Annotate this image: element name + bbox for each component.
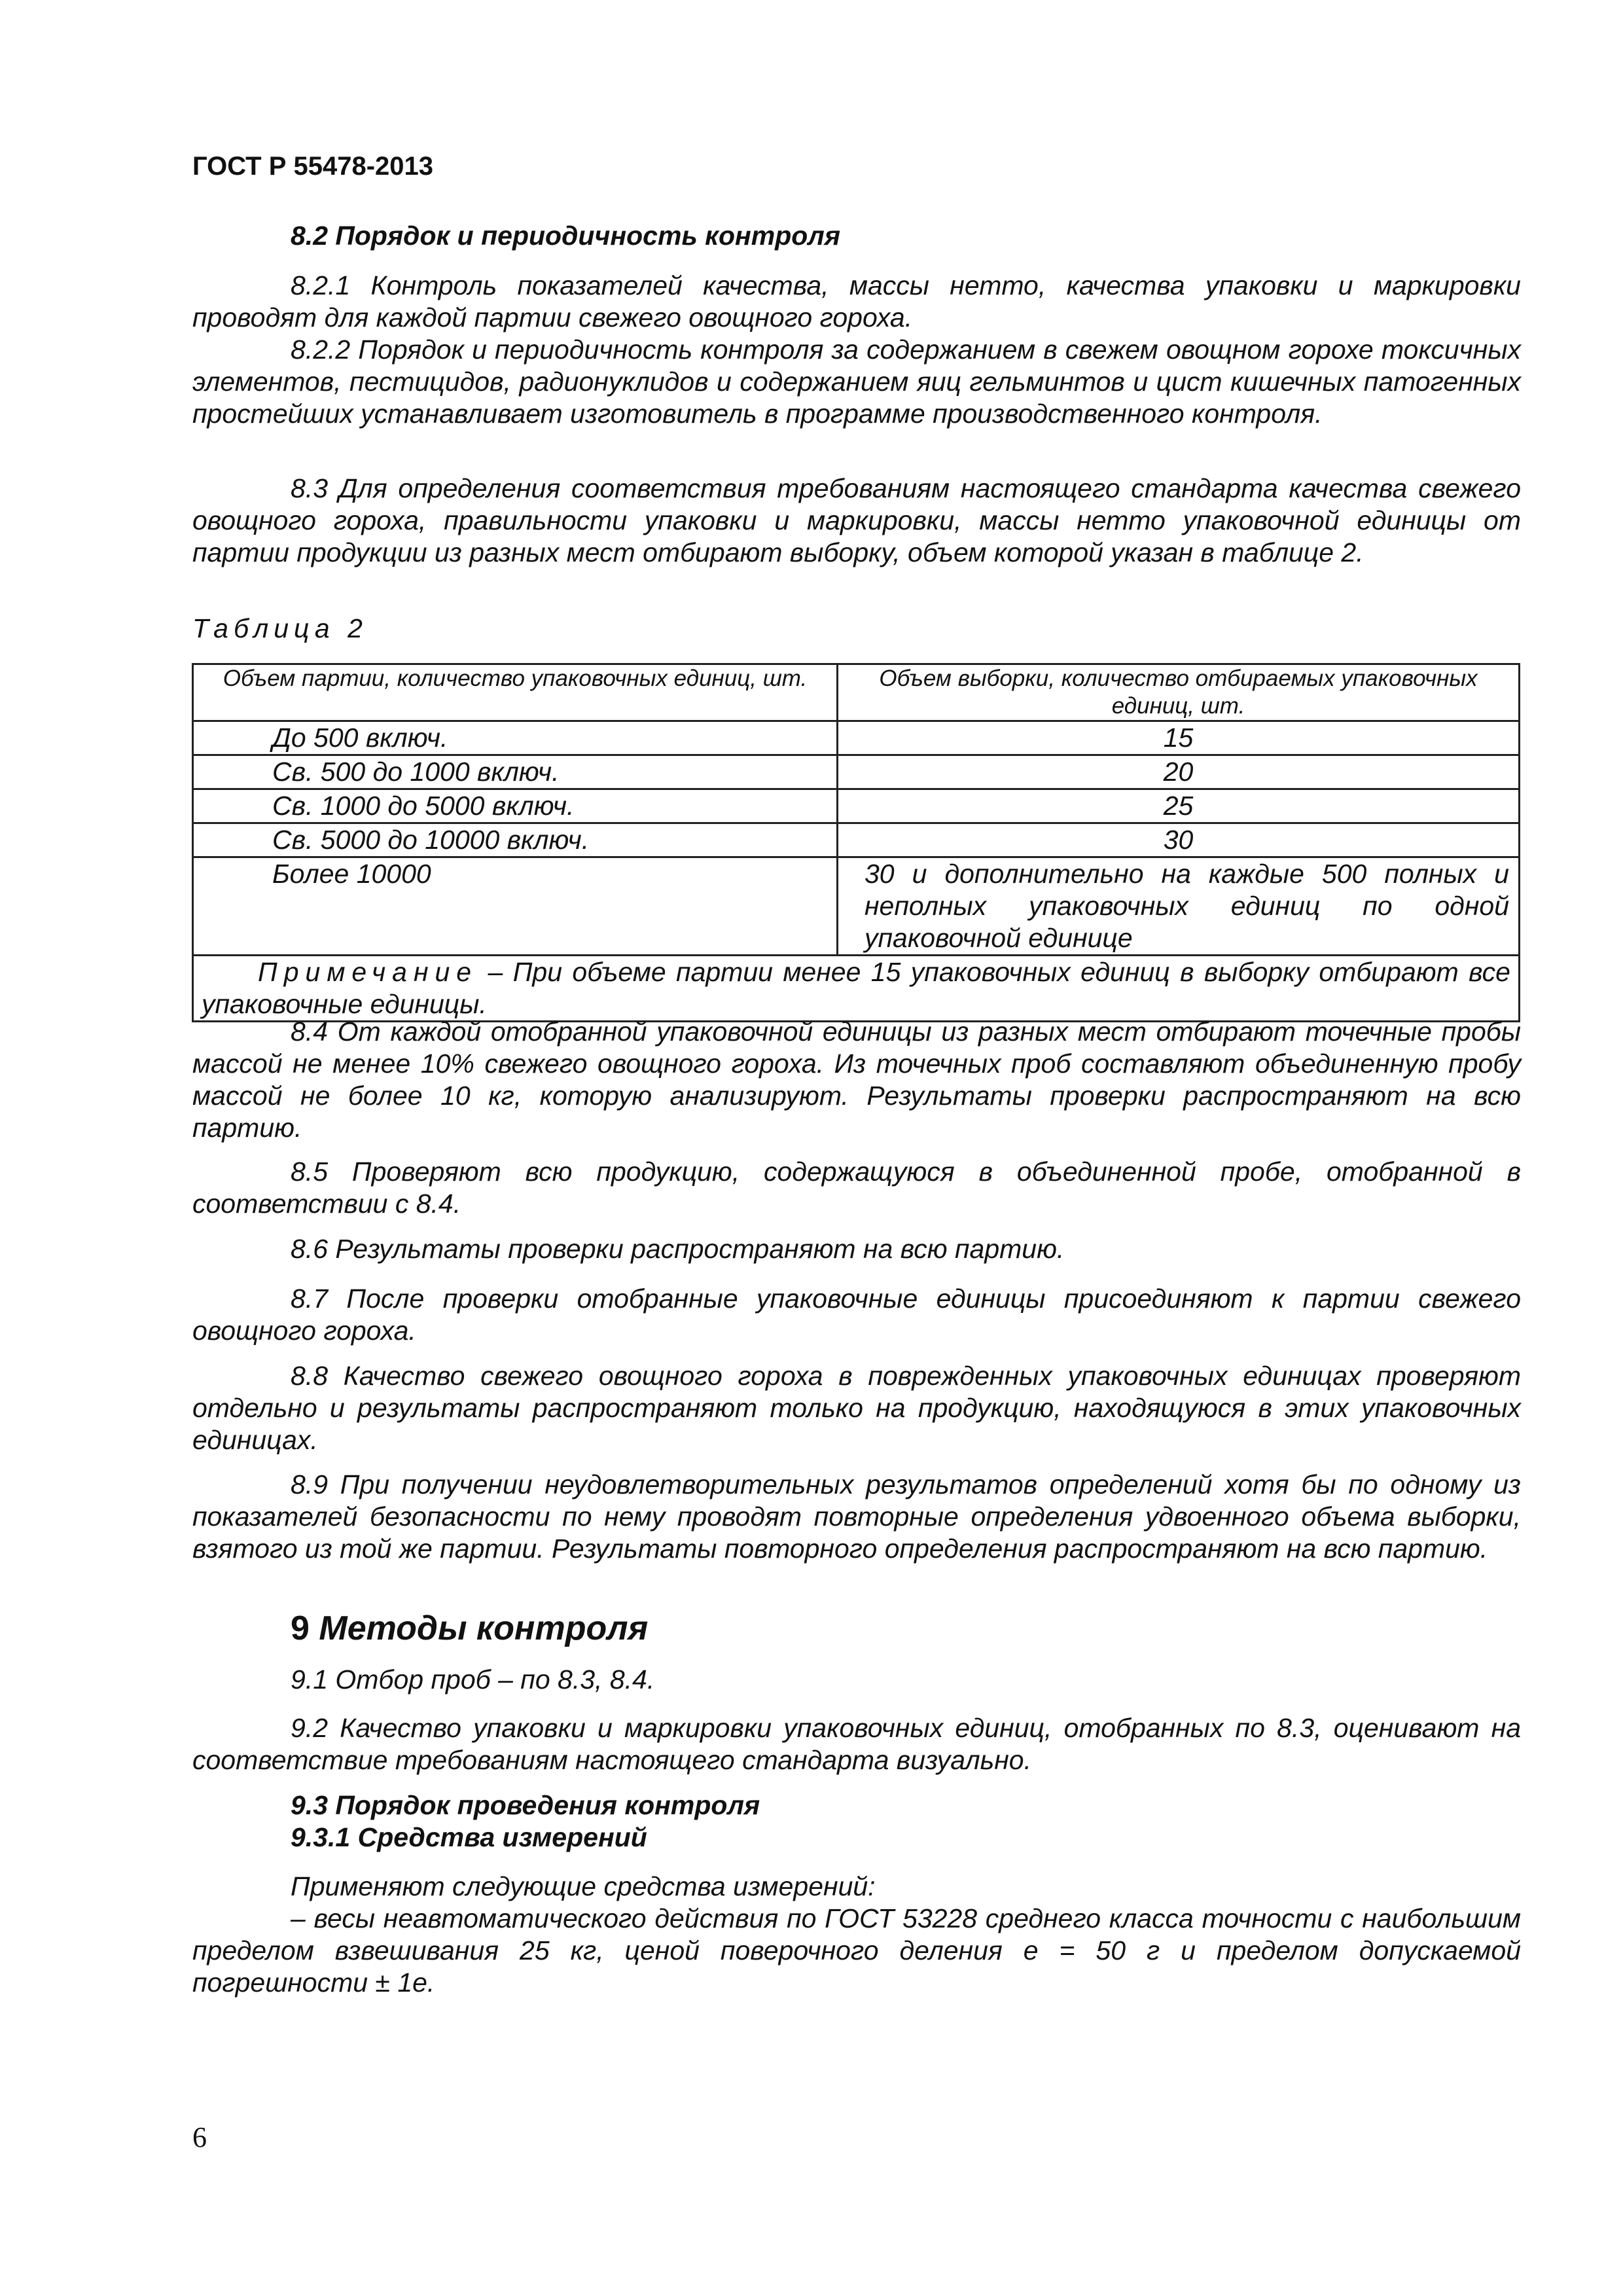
instruments-intro: Применяют следующие средства измерений: bbox=[291, 1871, 876, 1901]
paragraph-8-5: 8.5 Проверяют всю продукцию, содержащуюся в объединенной пробе, отобранной в соответствии с 8.4. bbox=[192, 1157, 1521, 1219]
section-9-name: Методы контроля bbox=[319, 1609, 649, 1647]
paragraph-9-2: 9.2 Качество упаковки и маркировки упаковочных единиц, отобранных по 8.3, оценивают на соответствие требованиям настоящего стандарта визуально. bbox=[192, 1713, 1521, 1775]
sample-size-cell: 30 bbox=[838, 823, 1520, 857]
table-header-sample-size: Объем выборки, количество отбираемых упаковочных единиц, шт. bbox=[838, 664, 1520, 721]
section-8-2-title: 8.2 Порядок и периодичность контроля bbox=[291, 221, 840, 251]
paragraph-8-2-2: 8.2.2 Порядок и периодичность контроля за содержанием в свежем овощном горохе токсичных элементов, пестицидов, радионуклидов и содержанием яиц гельминтов и цист кишечных патогенных простейших устанавливает изготовитель в программе производственного контроля. bbox=[192, 334, 1521, 429]
table-row bbox=[193, 857, 1520, 956]
instrument-item-scales: – весы неавтоматического действия по ГОСТ 53228 среднего класса точности с наибольшим пределом взвешивания 25 кг, ценой поверочного деления е = 50 г и пределом допускаемой погрешности ± 1е. bbox=[192, 1903, 1521, 1998]
table-2 bbox=[192, 663, 1520, 1022]
table-note bbox=[193, 956, 1520, 1022]
table-row bbox=[193, 789, 1520, 823]
heading-9-3: 9.3 Порядок проведения контроля bbox=[291, 1790, 760, 1820]
sample-size-cell: 25 bbox=[838, 789, 1520, 823]
table-row bbox=[193, 721, 1520, 755]
table-note-row bbox=[193, 956, 1520, 1022]
lot-size-cell: Св. 500 до 1000 включ. bbox=[193, 755, 838, 789]
sample-size-cell: 15 bbox=[838, 721, 1520, 755]
table-row bbox=[193, 823, 1520, 857]
paragraph-8-4: 8.4 От каждой отобранной упаковочной единицы из разных мест отбирают точечные пробы массой не менее 10% свежего овощного гороха. Из точечных проб составляют объединенную пробу массой не более 10 кг, которую анализируют. Результаты проверки распространяют на всю партию. bbox=[192, 1016, 1521, 1143]
note-text: – При объеме партии менее 15 упаковочных единиц в выборку отбирают все упаковочные единицы. bbox=[202, 957, 1510, 1019]
note-label: Примечание bbox=[258, 957, 478, 987]
paragraph-9-1: 9.1 Отбор проб – по 8.3, 8.4. bbox=[291, 1664, 655, 1695]
paragraph-8-6: 8.6 Результаты проверки распространяют на всю партию. bbox=[291, 1234, 1065, 1264]
lot-size-cell: До 500 включ. bbox=[193, 721, 838, 755]
paragraph-8-9: 8.9 При получении неудовлетворительных результатов определений хотя бы по одному из показателей безопасности по нему проводят повторные определения удвоенного объема выборки, взятого из той же партии. Результаты повторного определения распространяют на всю партию. bbox=[192, 1469, 1521, 1564]
paragraph-8-8: 8.8 Качество свежего овощного гороха в поврежденных упаковочных единицах проверяют отдельно и результаты распространяют только на продукцию, находящуюся в этих упаковочных единицах. bbox=[192, 1361, 1521, 1455]
table-header-lot-size: Объем партии, количество упаковочных единиц, шт. bbox=[193, 664, 838, 721]
lot-size-cell: Св. 5000 до 10000 включ. bbox=[193, 823, 838, 857]
table-caption: Таблица 2 bbox=[192, 613, 368, 643]
lot-size-cell: Более 10000 bbox=[193, 857, 838, 956]
table-row bbox=[193, 755, 1520, 789]
paragraph-8-7: 8.7 После проверки отобранные упаковочные единицы присоединяют к партии свежего овощного гороха. bbox=[192, 1283, 1521, 1346]
section-9-title bbox=[291, 1609, 648, 1648]
document-header: ГОСТ Р 55478-2013 bbox=[192, 152, 434, 181]
section-9-number: 9 bbox=[291, 1609, 310, 1647]
lot-size-cell: Св. 1000 до 5000 включ. bbox=[193, 789, 838, 823]
paragraph-8-3: 8.3 Для определения соответствия требованиям настоящего стандарта качества свежего овощного гороха, правильности упаковки и маркировки, массы нетто упаковочной единицы от партии продукции из разных мест отбирают выборку, объем которой указан в таблице 2. bbox=[192, 473, 1521, 567]
sample-size-cell: 30 и дополнительно на каждые 500 полных и неполных упаковочных единиц по одной упаковочной единице bbox=[838, 857, 1520, 956]
page-number: 6 bbox=[192, 2121, 207, 2153]
sample-size-cell: 20 bbox=[838, 755, 1520, 789]
heading-9-3-1: 9.3.1 Средства измерений bbox=[291, 1822, 647, 1852]
paragraph-8-2-1: 8.2.1 Контроль показателей качества, массы нетто, качества упаковки и маркировки проводят для каждой партии свежего овощного гороха. bbox=[192, 270, 1521, 332]
